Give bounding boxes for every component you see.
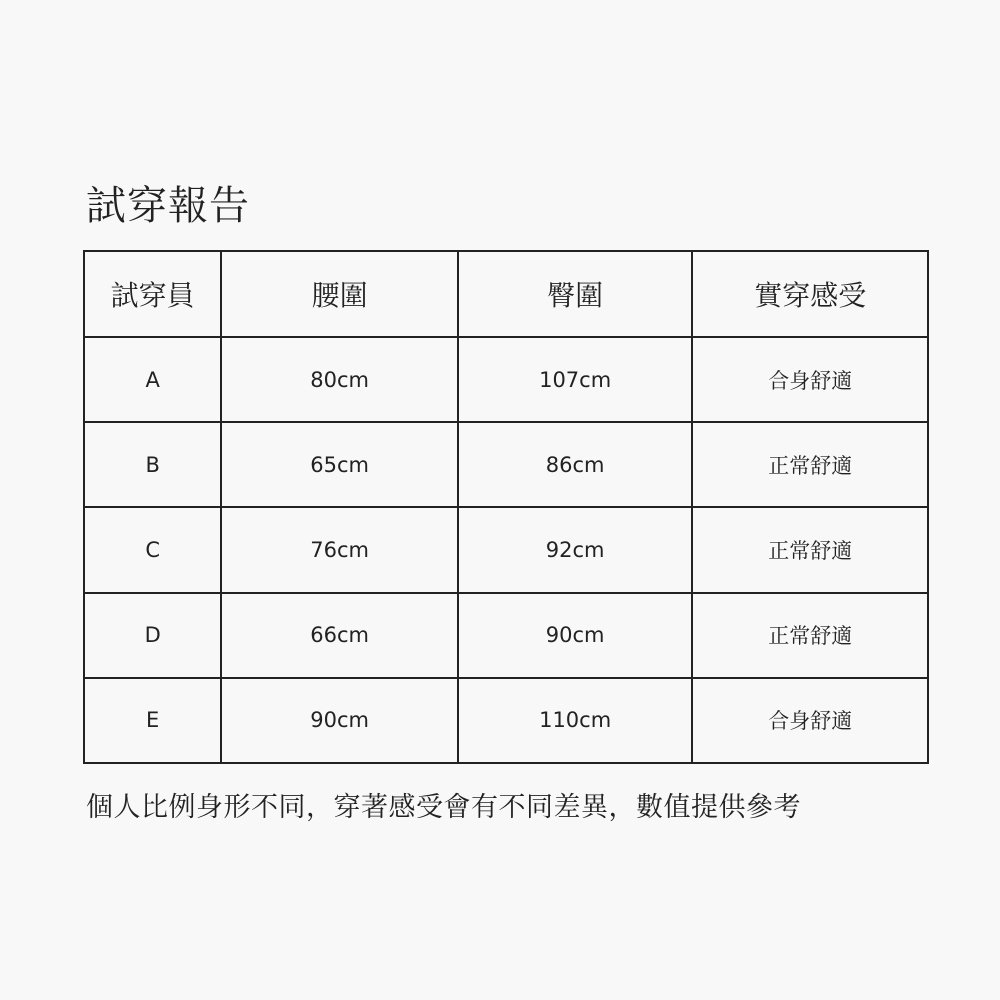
table-row <box>84 337 928 422</box>
fit-feel-cell: 合身舒適 <box>692 337 928 422</box>
tester-cell: E <box>84 678 221 763</box>
hip-cell: 110cm <box>458 678 693 763</box>
fit-feel-cell: 正常舒適 <box>692 422 928 507</box>
table-row <box>84 507 928 592</box>
tester-cell: C <box>84 507 221 592</box>
hip-cell: 92cm <box>458 507 693 592</box>
hip-cell: 86cm <box>458 422 693 507</box>
waist-cell: 80cm <box>221 337 458 422</box>
header-tester: 試穿員 <box>84 251 221 337</box>
tester-cell: B <box>84 422 221 507</box>
hip-cell: 107cm <box>458 337 693 422</box>
fit-feel-cell: 正常舒適 <box>692 593 928 678</box>
hip-cell: 90cm <box>458 593 693 678</box>
page-title: 試穿報告 <box>86 183 250 229</box>
fit-feel-cell: 正常舒適 <box>692 507 928 592</box>
waist-cell: 90cm <box>221 678 458 763</box>
table-row <box>84 678 928 763</box>
header-waist: 腰圍 <box>221 251 458 337</box>
header-fit-feel: 實穿感受 <box>692 251 928 337</box>
fit-report-table <box>83 250 929 764</box>
fit-feel-cell: 合身舒適 <box>692 678 928 763</box>
tester-cell: A <box>84 337 221 422</box>
table-row <box>84 422 928 507</box>
disclaimer-note: 個人比例身形不同，穿著感受會有不同差異，數值提供參考 <box>86 792 801 823</box>
waist-cell: 65cm <box>221 422 458 507</box>
tester-cell: D <box>84 593 221 678</box>
waist-cell: 76cm <box>221 507 458 592</box>
table-header-row <box>84 251 928 337</box>
waist-cell: 66cm <box>221 593 458 678</box>
table-row <box>84 593 928 678</box>
header-hip: 臀圍 <box>458 251 693 337</box>
